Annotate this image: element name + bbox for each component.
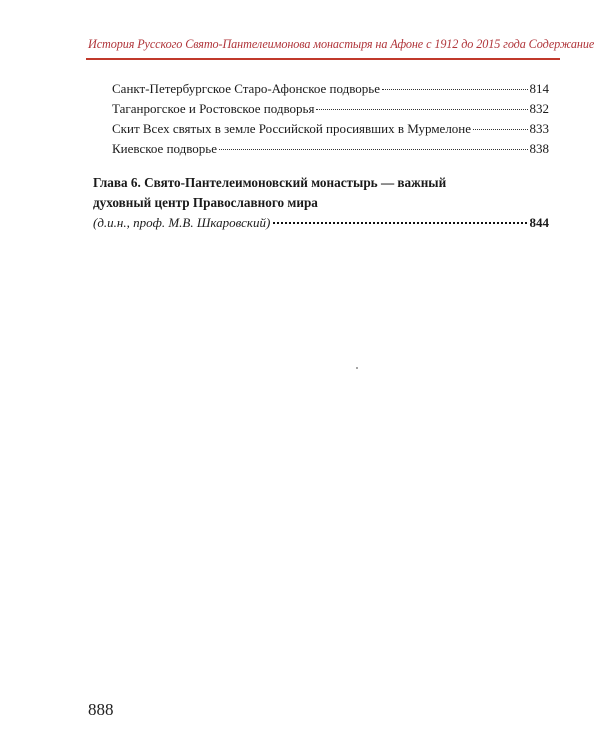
toc-entry-title: Киевское подворье — [112, 141, 218, 156]
toc-entry-title: Таганрогское и Ростовское подворья — [112, 101, 315, 116]
toc-entry[interactable] — [112, 79, 549, 99]
toc-entry[interactable] — [112, 99, 549, 119]
toc-entry-page: 833 — [529, 121, 549, 136]
chapter-author: (д.и.н., проф. М.В. Шкаровский) — [93, 215, 271, 230]
toc-entry-title: Санкт-Петербургское Старо-Афонское подворье — [112, 81, 380, 96]
dot-leader — [382, 89, 528, 90]
dot-leader — [316, 109, 527, 110]
toc-entry[interactable] — [112, 119, 549, 139]
toc-entry[interactable] — [112, 139, 549, 159]
chapter-title-line-2: духовный центр Православного мира — [93, 195, 318, 210]
toc-entry-page: 838 — [529, 141, 549, 156]
dot-leader — [473, 129, 527, 130]
chapter-entry[interactable] — [93, 173, 549, 233]
toc-entry-title: Скит Всех святых в земле Российской просиявших в Мурмелоне — [112, 121, 472, 136]
toc-entry-page: 814 — [529, 81, 549, 96]
chapter-title-line-1: Глава 6. Свято-Пантелеимоновский монастырь — важный — [93, 175, 447, 190]
toc-entry-page: 832 — [529, 101, 549, 116]
chapter-author-row — [93, 213, 549, 233]
dot-leader — [273, 222, 526, 224]
scan-speck — [356, 367, 358, 369]
running-header: История Русского Свято-Пантелеимонова монастыря на Афоне с 1912 до 2015 года Содержание — [88, 37, 595, 51]
chapter-page: 844 — [529, 215, 549, 230]
dot-leader — [219, 149, 527, 150]
page-number: 888 — [88, 700, 114, 719]
toc-list — [112, 79, 549, 159]
header-rule — [86, 58, 560, 60]
